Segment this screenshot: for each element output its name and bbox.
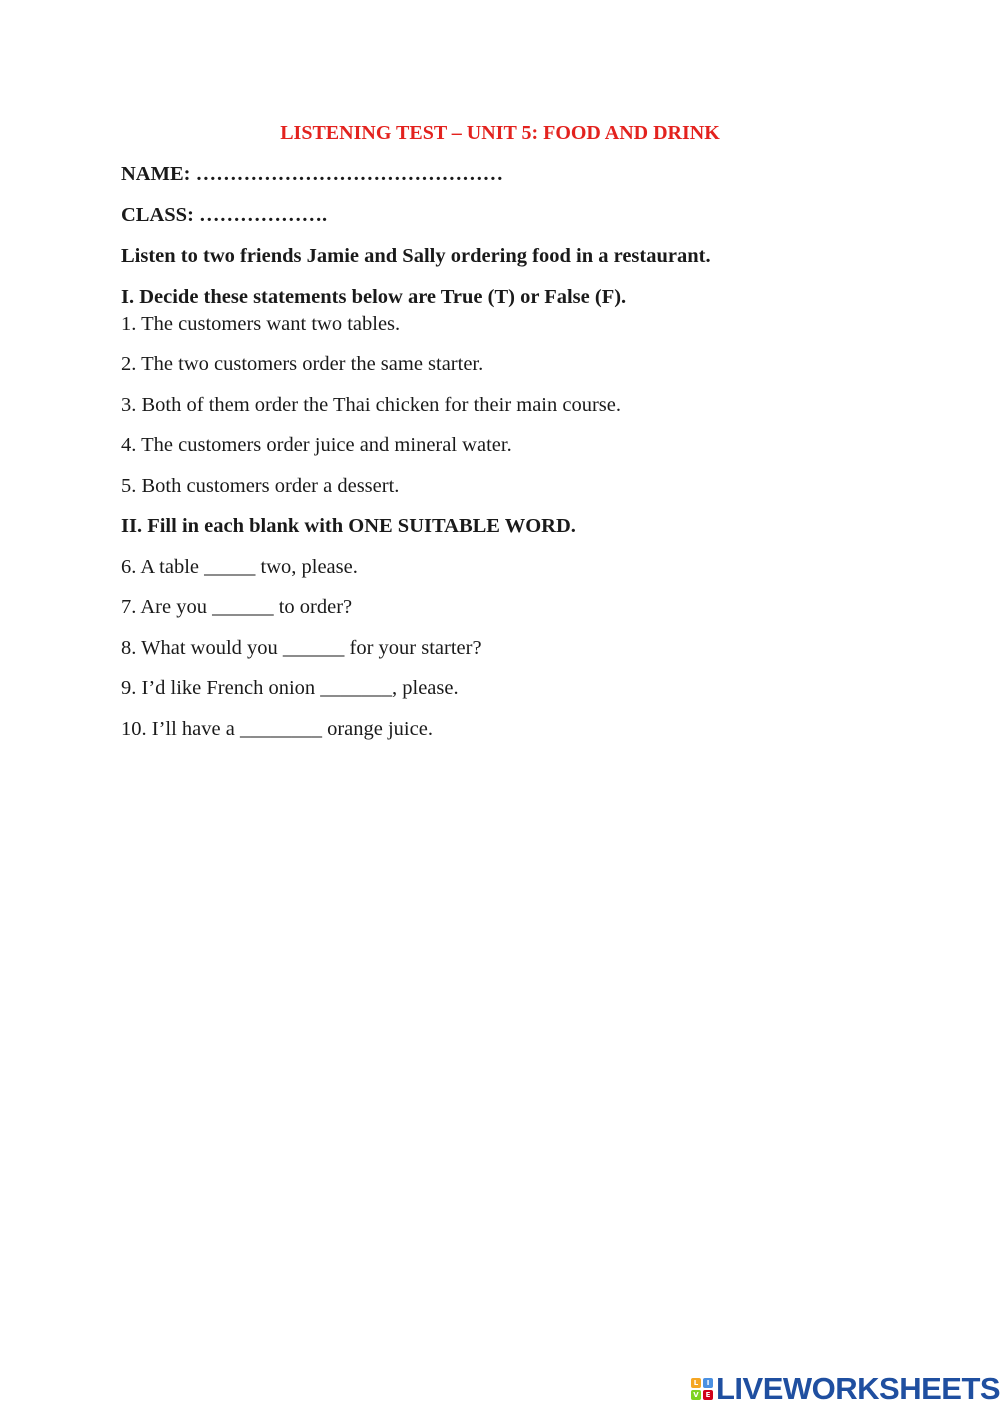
name-field-line: NAME: ……………………………………… — [121, 163, 504, 185]
question-item: 9. I’d like French onion _______, please. — [121, 677, 459, 699]
section-heading: I. Decide these statements below are True (T) or False (F). — [121, 286, 627, 308]
page-title: LISTENING TEST – UNIT 5: FOOD AND DRINK — [280, 122, 720, 144]
instruction-text: Listen to two friends Jamie and Sally ordering food in a restaurant. — [121, 245, 711, 267]
liveworksheets-logo — [691, 1373, 1000, 1405]
logo-mark-icon — [691, 1378, 713, 1400]
question-item: 1. The customers want two tables. — [121, 313, 401, 335]
class-field-line: CLASS: ………………. — [121, 204, 328, 226]
question-item: 8. What would you ______ for your starter? — [121, 637, 482, 659]
logo-text: LIVEWORKSHEETS — [716, 1371, 1000, 1406]
question-item: 5. Both customers order a dessert. — [121, 475, 400, 497]
logo-mark-cell: E — [703, 1390, 713, 1400]
question-item: 6. A table _____ two, please. — [121, 556, 358, 578]
question-item: 10. I’ll have a ________ orange juice. — [121, 718, 433, 740]
question-item: 4. The customers order juice and mineral water. — [121, 434, 512, 456]
question-item: 3. Both of them order the Thai chicken for their main course. — [121, 394, 622, 416]
logo-mark-cell: V — [691, 1390, 701, 1400]
logo-mark-cell: L — [691, 1378, 701, 1388]
section-heading: II. Fill in each blank with ONE SUITABLE WORD. — [121, 515, 576, 537]
question-item: 7. Are you ______ to order? — [121, 596, 353, 618]
logo-mark-cell: I — [703, 1378, 713, 1388]
question-item: 2. The two customers order the same starter. — [121, 353, 484, 375]
